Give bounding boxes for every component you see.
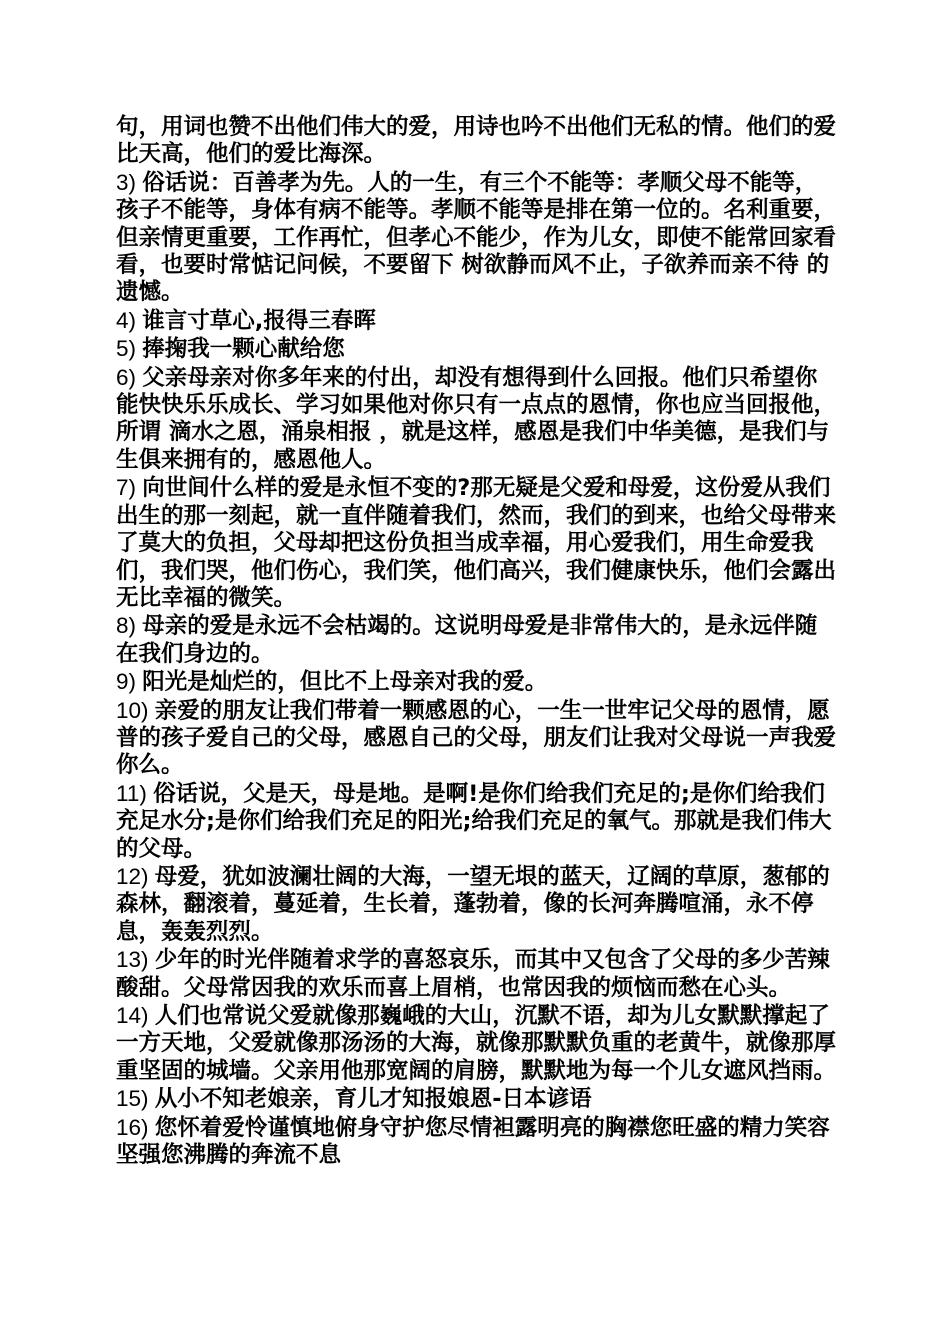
paragraph-text: 阳光是灿烂的，但比不上母亲对我的爱。	[142, 669, 548, 696]
paragraph-text: 少年的时光伴随着求学的喜怒哀乐，而其中又包含了父母的多少苦辣酸甜。父母常因我的欢乐而喜上眉梢，也常因我的烦恼而愁在心头。	[116, 947, 830, 1001]
list-item-6	[116, 364, 836, 475]
list-item-11	[116, 780, 836, 863]
list-item-13	[116, 946, 836, 1002]
item-number: 11)	[116, 780, 154, 806]
list-item-3	[116, 169, 836, 307]
list-item-16	[116, 1114, 836, 1170]
paragraph-1	[116, 113, 836, 169]
paragraph-text: 俗话说：百善孝为先。人的一生，有三个不能等：孝顺父母不能等，孩子不能等，身体有病不能等。孝顺不能等是排在第一位的。名利重要，但亲情更重要，工作再忙，但孝心不能少，作为儿女，即使不能常回家看看，也要时常惦记问候，不要留下 树欲静而风不止，子欲养而亲不待 的遗憾。	[116, 169, 837, 306]
list-item-9	[116, 668, 836, 696]
item-number: 9)	[116, 669, 143, 695]
paragraph-text: 父亲母亲对你多年来的付出，却没有想得到什么回报。他们只希望你能快快乐乐成长、学习如果他对你只有一点点的恩情，你也应当回报他，所谓 滴水之恩，涌泉相报 ，就是这样，感恩是我们中华美德，是我们与生俱来拥有的，感恩他人。	[116, 364, 837, 473]
list-item-5	[116, 335, 836, 363]
item-number: 14)	[116, 1003, 155, 1028]
item-number: 5)	[116, 336, 143, 362]
list-item-7	[116, 474, 836, 612]
item-number: 12)	[116, 863, 155, 889]
paragraph-text: 您怀着爱怜谨慎地俯身守护您尽情袒露明亮的胸襟您旺盛的精力笑容坚强您沸腾的奔流不息	[116, 1114, 830, 1169]
item-number: 3)	[116, 169, 143, 195]
item-number: 7)	[116, 475, 143, 501]
item-number: 8)	[116, 613, 143, 639]
list-item-12	[116, 863, 836, 946]
paragraph-text: 亲爱的朋友让我们带着一颗感恩的心，一生一世牢记父母的恩情，愿普的孩子爱自己的父母，感恩自己的父母，朋友们让我对父母说一声我爱你么。	[116, 697, 837, 779]
paragraph-text: 从小不知老娘亲，育儿才知报娘恩-日本谚语	[154, 1086, 592, 1113]
item-number: 10)	[116, 697, 155, 723]
paragraph-text: 谁言寸草心,报得三春晖	[142, 307, 376, 334]
list-item-10	[116, 697, 836, 780]
item-number: 13)	[116, 947, 155, 973]
item-number: 6)	[116, 364, 143, 390]
paragraph-text: 母亲的爱是永远不会枯竭的。这说明母爱是非常伟大的，是永远伴随在我们身边的。	[116, 613, 818, 667]
item-number: 16)	[116, 1114, 155, 1140]
paragraph-text: 向世间什么样的爱是永恒不变的?那无疑是父爱和母爱，这份爱从我们出生的那一刻起，就一直伴随着我们，然而，我们的到来，也给父母带来了莫大的负担，父母却把这份负担当成幸福，用心爱我们，用生命爱我们，我们哭，他们伤心，我们笑，他们高兴，我们健康快乐，他们会露出无比幸福的微笑。	[116, 475, 837, 611]
list-item-4	[116, 307, 836, 335]
paragraph-text: 句，用词也赞不出他们伟大的爱，用诗也吟不出他们无私的情。他们的爱比天高，他们的爱比海深。	[116, 114, 837, 168]
paragraph-text: 俗话说，父是天，母是地。是啊!是你们给我们充足的;是你们给我们充足水分;是你们给我们充足的阳光;给我们充足的氧气。那就是我们伟大的父母。	[116, 780, 832, 862]
list-item-15	[116, 1085, 836, 1113]
list-item-8	[116, 612, 836, 668]
item-number: 15)	[116, 1086, 155, 1112]
paragraph-text: 母爱，犹如波澜壮阔的大海，一望无垠的蓝天，辽阔的草原，葱郁的森林，翻滚着，蔓延着，生长着，蓬勃着，像的长河奔腾喧涌，永不停息，轰轰烈烈。	[116, 863, 830, 945]
paragraph-text: 捧掬我一颗心献给您	[142, 336, 345, 363]
paragraph-text: 人们也常说父爱就像那巍峨的大山，沉默不语，却为儿女默默撑起了一方天地，父爱就像那汤汤的大海，就像那默默负重的老黄牛，就像那厚重坚固的城墙。父亲用他那宽阔的肩膀，默默地为每一个儿女遮风挡雨。	[116, 1003, 837, 1084]
list-item-14	[116, 1002, 836, 1085]
document-body	[116, 113, 836, 1169]
item-number: 4)	[116, 307, 143, 333]
